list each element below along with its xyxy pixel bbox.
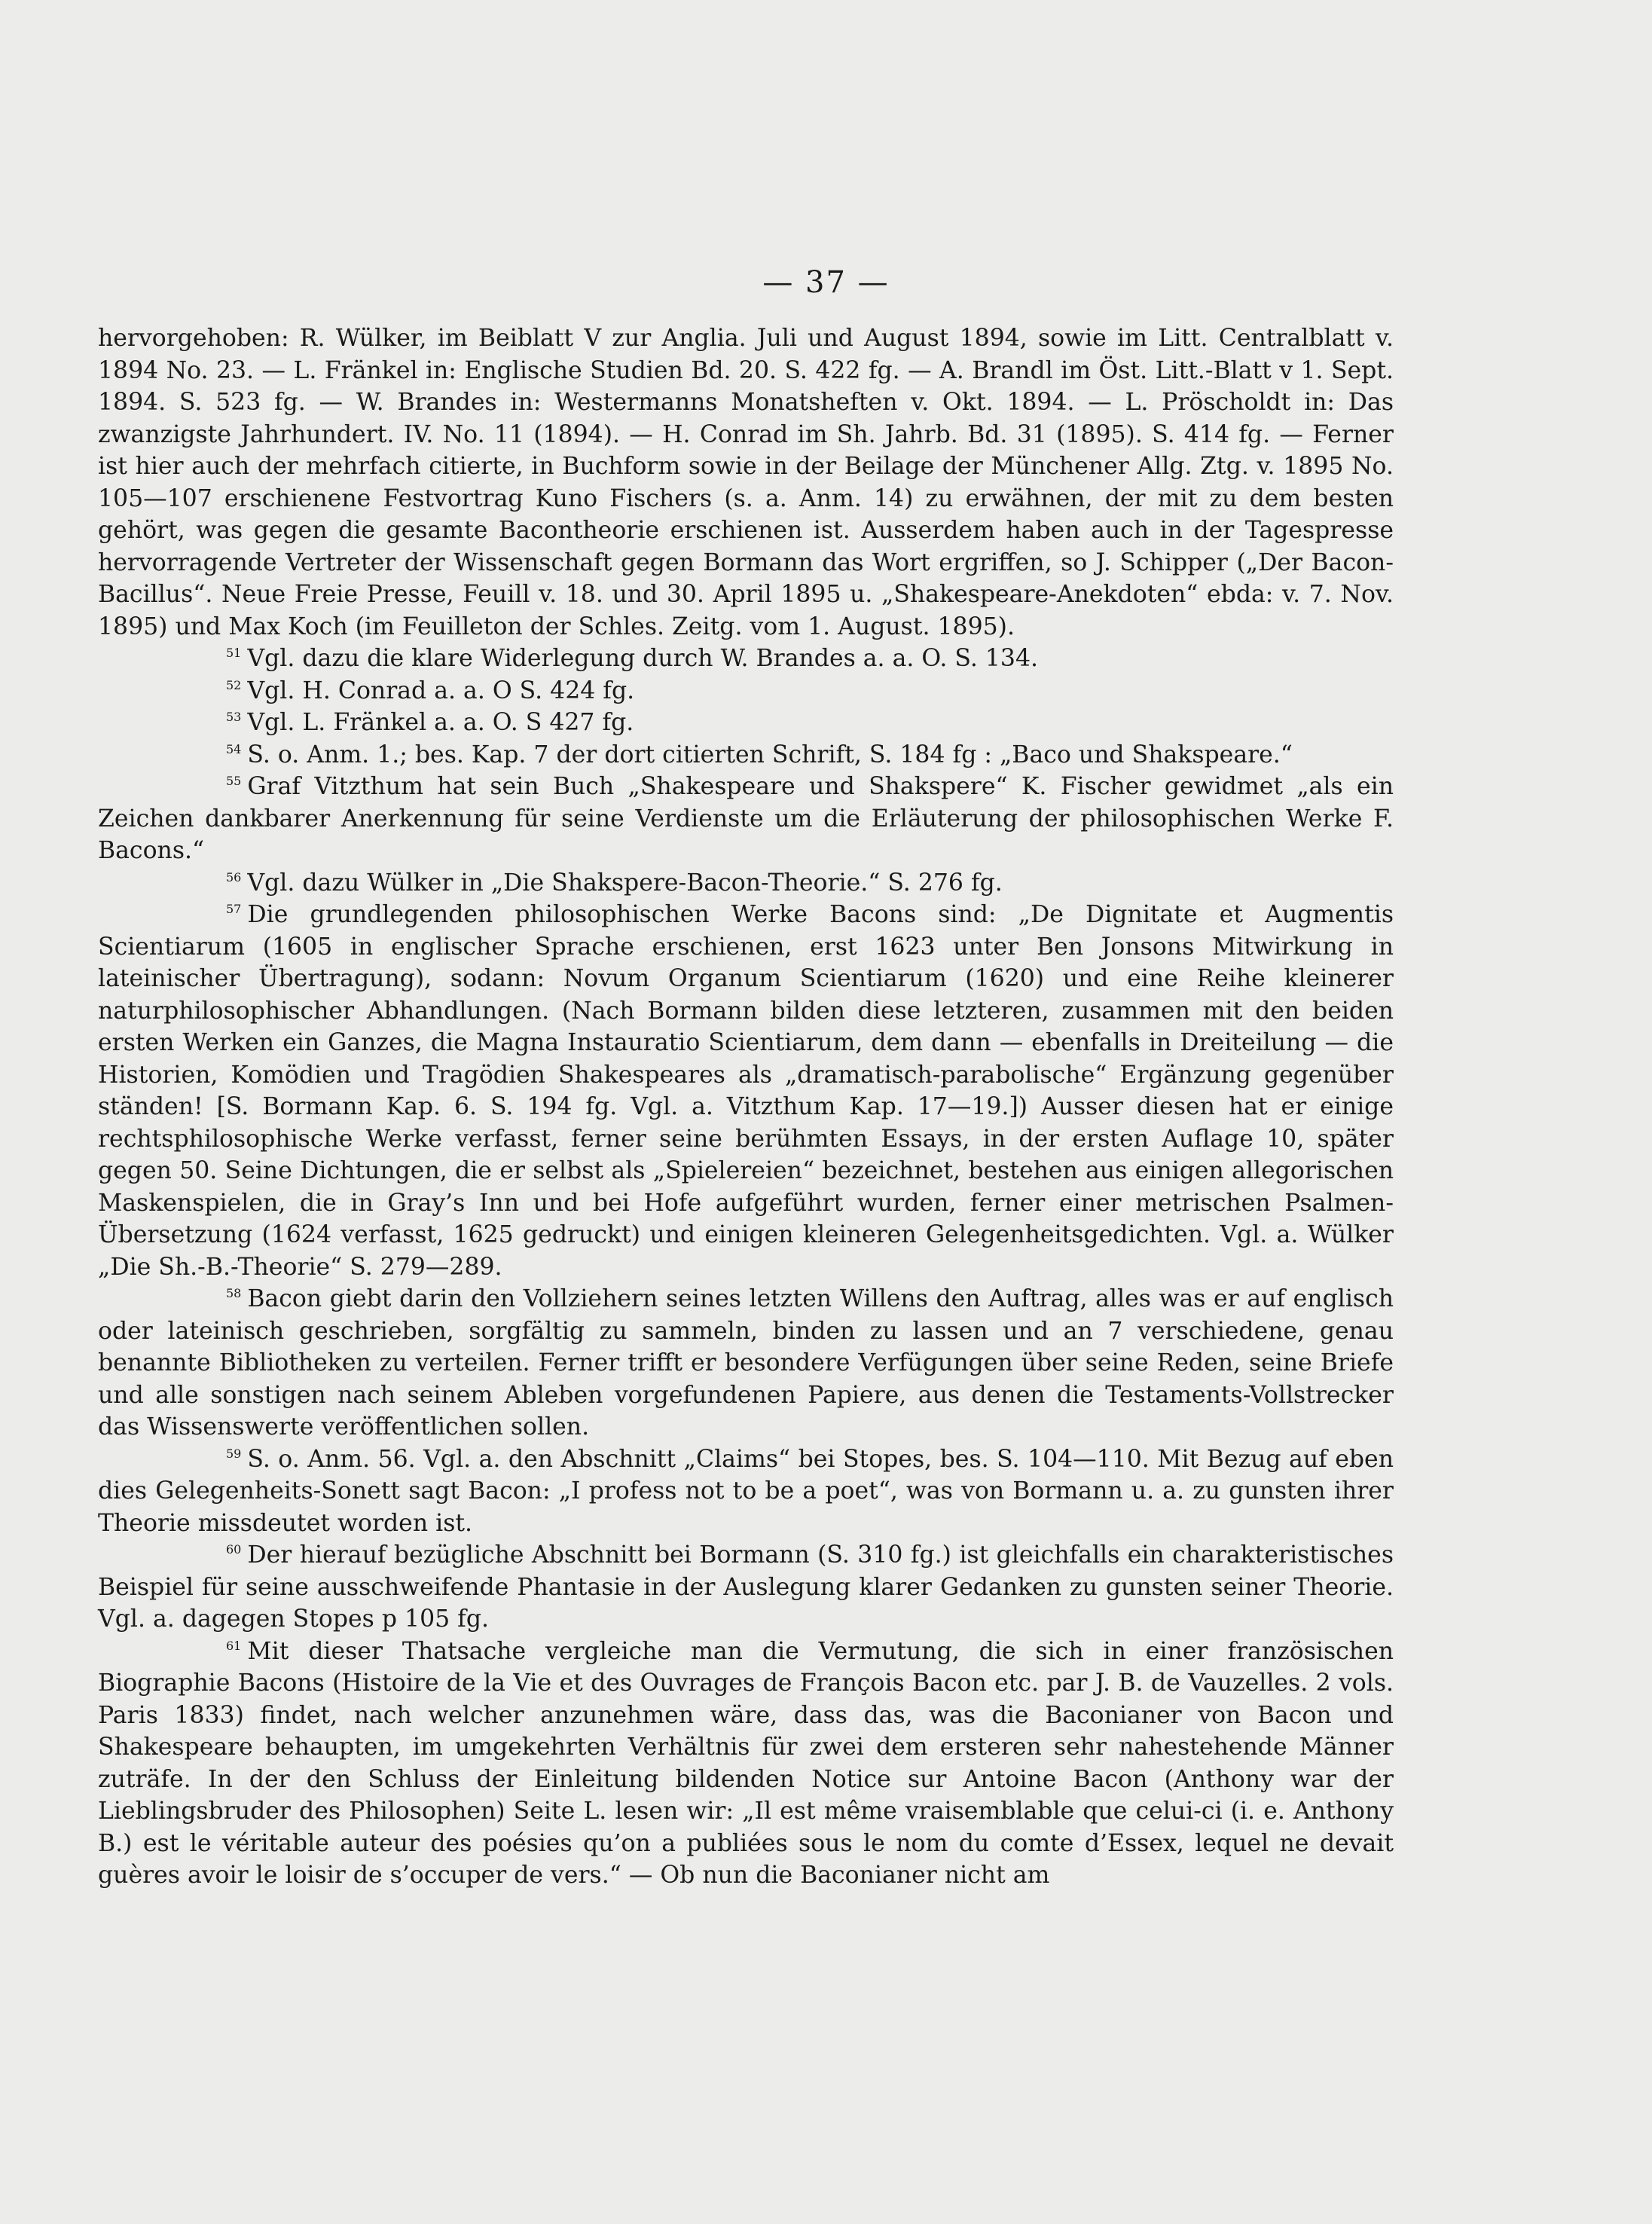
footnote-text: Der hierauf bezügliche Abschnitt bei Bormann (S. 310 fg.) ist gleichfalls ein charakteristisches Beispiel für seine ausschweifende Phantasie in der Auslegung klarer Gedanken zu gunsten seiner Theorie. Vgl. a. dagegen Stopes p 105 fg. [98, 1541, 1394, 1633]
footnote-57 [98, 899, 1394, 1283]
footnotes-body [98, 322, 1394, 1892]
page-number: — 37 — [762, 265, 890, 300]
footnote-number: 61 [226, 1638, 242, 1653]
footnote-text: Mit dieser Thatsache vergleiche man die Vermutung, die sich in einer französischen Biographie Bacons (Histoire de la Vie et des Ouvrages de François Bacon etc. par J. B. de Vauzelles. 2 vols. Paris 1833) findet, nach welcher anzunehmen wäre, dass das, was die Baconianer von Bacon und Shakespeare behaupten, im umgekehrten Verhältnis für zwei dem ersteren sehr nahestehende Männer zuträfe. In der den Schluss der Einleitung bildenden Notice sur Antoine Bacon (Anthony war der Lieblingsbruder des Philosophen) Seite L. lesen wir: „Il est même vraisemblable que celui-ci (i. e. Anthony B.) est le véritable auteur des poésies qu’on a publiées sous le nom du comte d’Essex, lequel ne devait guères avoir le loisir de s’occuper de vers.“ — Ob nun die Baconianer nicht am [98, 1637, 1394, 1889]
footnote-number: 54 [226, 741, 242, 756]
footnote-54 [98, 739, 1394, 771]
footnote-number: 51 [226, 646, 242, 660]
footnote-59 [98, 1443, 1394, 1540]
footnote-55 [98, 771, 1394, 867]
footnote-continuation [98, 322, 1394, 643]
footnote-number: 59 [226, 1446, 242, 1461]
footnote-53 [98, 707, 1394, 739]
footnote-text: Bacon giebt darin den Vollziehern seines letzten Willens den Auftrag, alles was er auf englisch oder lateinisch geschrieben, sorgfältig zu sammeln, binden zu lassen und an 7 verschiedene, genau benannte Bibliotheken zu verteilen. Ferner trifft er besondere Verfügungen über seine Reden, seine Briefe und alle sonstigen nach seinem Ableben vorgefundenen Papiere, aus denen die Testaments-Vollstrecker das Wissenswerte veröffentlichen sollen. [98, 1285, 1394, 1440]
footnote-56 [98, 867, 1394, 900]
footnote-number: 53 [226, 710, 242, 724]
footnote-number: 55 [226, 774, 242, 788]
footnote-text: Die grundlegenden philosophischen Werke Bacons sind: „De Dignitate et Augmentis Scientiarum (1605 in englischer Sprache erschienen, erst 1623 unter Ben Jonsons Mitwirkung in lateinischer Übertragung), sodann: Novum Organum Scientiarum (1620) und eine Reihe kleinerer naturphilosophischer Abhandlungen. (Nach Bormann bilden diese letzteren, zusammen mit den beiden ersten Werken ein Ganzes, die Magna Instauratio Scientiarum, dem dann — ebenfalls in Dreiteilung — die Historien, Komödien und Tragödien Shakespeares als „dramatisch-parabolische“ Ergänzung gegenüber ständen! [S. Bormann Kap. 6. S. 194 fg. Vgl. a. Vitzthum Kap. 17—19.]) Ausser diesen hat er einige rechtsphilosophische Werke verfasst, ferner seine berühmten Essays, in der ersten Auflage 10, später gegen 50. Seine Dichtungen, die er selbst als „Spielereien“ bezeichnet, bestehen aus einigen allegorischen Maskenspielen, die in Gray’s Inn und bei Hofe aufgeführt wurden, ferner einer metrischen Psalmen-Übersetzung (1624 verfasst, 1625 gedruckt) und einigen kleineren Gelegenheitsgedichten. Vgl. a. Wülker „Die Sh.-B.-Theorie“ S. 279—289. [98, 901, 1394, 1281]
footnote-51 [98, 643, 1394, 675]
footnote-52 [98, 675, 1394, 707]
footnote-text: S. o. Anm. 1.; bes. Kap. 7 der dort citierten Schrift, S. 184 fg : „Baco und Shakspeare.“ [247, 741, 1293, 768]
footnote-text: Vgl. H. Conrad a. a. O S. 424 fg. [247, 677, 635, 704]
footnote-text: Vgl. dazu die klare Widerlegung durch W. Brandes a. a. O. S. 134. [247, 645, 1038, 672]
footnote-text: Vgl. dazu Wülker in „Die Shakspere-Bacon-Theorie.“ S. 276 fg. [247, 869, 1003, 897]
footnote-text: Vgl. L. Fränkel a. a. O. S 427 fg. [247, 709, 634, 736]
footnote-text: S. o. Anm. 56. Vgl. a. den Abschnitt „Claims“ bei Stopes, bes. S. 104—110. Mit Bezug auf eben dies Gelegenheits-Sonett sagt Bacon: „I profess not to be a poet“, was von Bormann u. a. zu gunsten ihrer Theorie missdeutet worden ist. [98, 1445, 1394, 1537]
footnote-number: 60 [226, 1542, 242, 1556]
footnote-number: 58 [226, 1286, 242, 1300]
footnote-number: 52 [226, 677, 242, 692]
footnote-number: 57 [226, 902, 242, 916]
footnote-60 [98, 1539, 1394, 1636]
footnote-61 [98, 1636, 1394, 1892]
footnote-text: hervorgehoben: R. Wülker, im Beiblatt V zur Anglia. Juli und August 1894, sowie im Litt. Centralblatt v. 1894 No. 23. — L. Fränkel in: Englische Studien Bd. 20. S. 422 fg. — A. Brandl im Öst. Litt.-Blatt v 1. Sept. 1894. S. 523 fg. — W. Brandes in: Westermanns Monatsheften v. Okt. 1894. — L. Pröscholdt in: Das zwanzigste Jahrhundert. IV. No. 11 (1894). — H. Conrad im Sh. Jahrb. Bd. 31 (1895). S. 414 fg. — Ferner ist hier auch der mehrfach citierte, in Buchform sowie in der Beilage der Münchener Allg. Ztg. v. 1895 No. 105—107 erschienene Festvortrag Kuno Fischers (s. a. Anm. 14) zu erwähnen, der mit zu dem besten gehört, was gegen die gesamte Bacontheorie erschienen ist. Ausserdem haben auch in der Tagespresse hervorragende Vertreter der Wissenschaft gegen Bormann das Wort ergriffen, so J. Schipper („Der Bacon-Bacillus“. Neue Freie Presse, Feuill v. 18. und 30. April 1895 u. „Shakespeare-Anekdoten“ ebda: v. 7. Nov. 1895) und Max Koch (im Feuilleton der Schles. Zeitg. vom 1. August. 1895). [98, 325, 1394, 640]
footnote-58 [98, 1283, 1394, 1443]
footnote-number: 56 [226, 869, 242, 884]
footnote-text: Graf Vitzthum hat sein Buch „Shakespeare und Shakspere“ K. Fischer gewidmet „als ein Zeichen dankbarer Anerkennung für seine Verdienste um die Erläuterung der philosophischen Werke F. Bacons.“ [98, 773, 1394, 864]
